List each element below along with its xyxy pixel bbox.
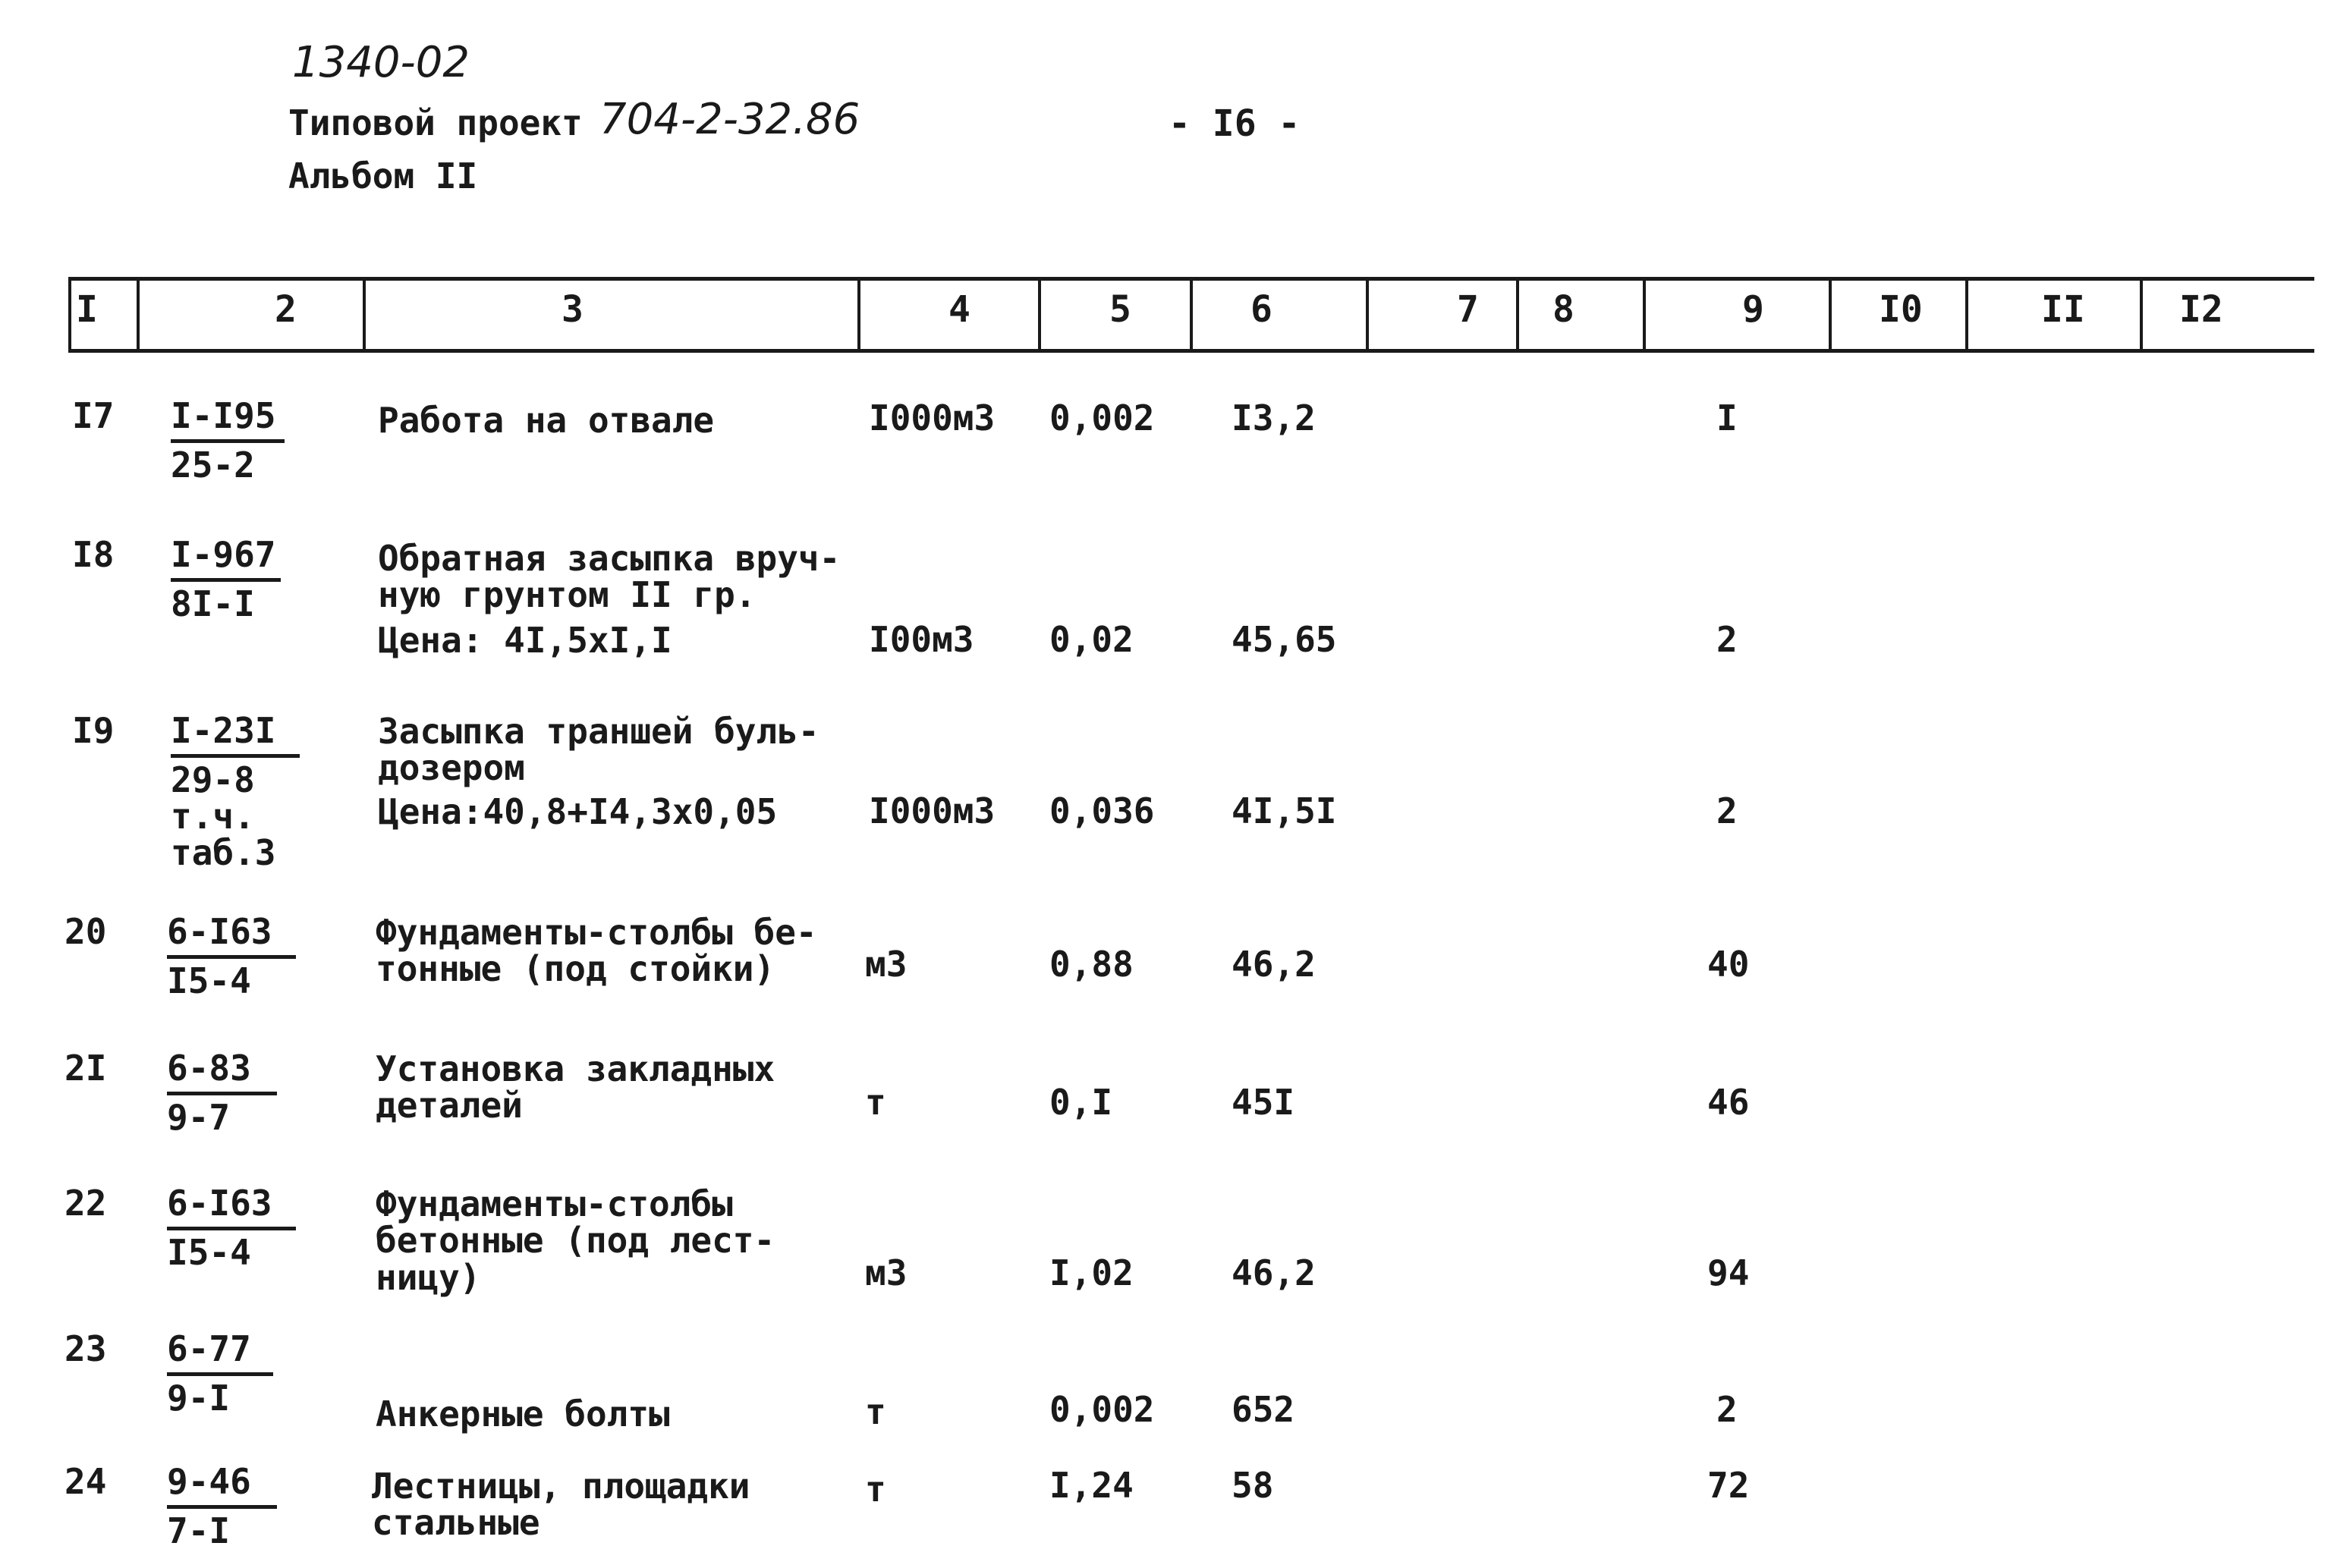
code-fraction (167, 1461, 277, 1551)
rate-cell: 58 (1232, 1465, 1274, 1506)
column-header-3: 3 (562, 288, 584, 331)
code-numerator: 6-83 (167, 1051, 277, 1095)
code-denominator: I5-4 (167, 1232, 251, 1273)
unit-cell: т (865, 1391, 886, 1432)
project-label: Типовой проект (288, 102, 583, 143)
col-separator (857, 277, 860, 353)
work-description (378, 713, 819, 787)
column-header-1: I (76, 288, 98, 331)
code-denominator: 7-I (167, 1510, 231, 1551)
page-number: - I6 - (1169, 102, 1301, 145)
row-number: 23 (64, 1328, 107, 1369)
rate-cell: 46,2 (1232, 1252, 1316, 1293)
col-separator (137, 277, 140, 353)
description-line: дозером (378, 747, 525, 789)
project-number: 704-2-32.86 (599, 95, 860, 144)
price-formula: Цена:40,8+I4,3х0,05 (378, 791, 778, 832)
description-line: Анкерные болты (376, 1394, 670, 1434)
rate-cell: I3,2 (1232, 397, 1316, 438)
col9-cell: 94 (1707, 1252, 1750, 1293)
row-number: 2I (64, 1048, 107, 1089)
description-line: ную грунтом II гр. (378, 574, 757, 616)
description-line: Лестницы, площадки (372, 1466, 750, 1507)
code-note: т.ч. (171, 796, 255, 837)
code-fraction (167, 911, 296, 1001)
column-header-2: 2 (275, 288, 297, 331)
col9-cell: 72 (1707, 1465, 1750, 1506)
code-fraction (171, 395, 285, 485)
description-line: деталей (376, 1085, 523, 1127)
col-separator (1965, 277, 1968, 353)
col9-cell: 2 (1716, 619, 1738, 660)
code-fraction (171, 534, 281, 624)
column-header-8: 8 (1552, 288, 1574, 331)
description-line: тонные (под стойки) (376, 948, 775, 990)
description-line: Фундаменты-столбы бе- (376, 912, 817, 953)
col9-cell: 40 (1707, 944, 1750, 985)
column-header-12: I2 (2179, 288, 2223, 331)
work-description (376, 1183, 775, 1298)
code-denominator: 8I-I (171, 583, 255, 624)
row-number: 20 (64, 911, 107, 952)
description-line: стальные (372, 1502, 540, 1544)
quantity-cell: I,02 (1049, 1252, 1134, 1293)
code-numerator: I-967 (171, 537, 281, 582)
description-line: Работа на отвале (378, 400, 715, 441)
code-fraction (167, 1328, 273, 1419)
column-header-9: 9 (1742, 288, 1764, 331)
description-line: бетонные (под лест- (376, 1220, 775, 1262)
work-description (378, 540, 840, 614)
code-denominator: 29-8 (171, 759, 255, 800)
description-line: Фундаменты-столбы (376, 1183, 733, 1224)
code-denominator: 9-I (167, 1378, 231, 1419)
album-label: Альбом II (288, 156, 478, 196)
rate-cell: 45I (1232, 1082, 1295, 1123)
col-separator (363, 277, 366, 353)
rate-cell: 46,2 (1232, 944, 1316, 985)
row-number: I8 (72, 534, 115, 575)
description-line: Установка закладных (376, 1048, 775, 1089)
work-description (378, 400, 715, 441)
col9-cell: 2 (1716, 790, 1738, 831)
work-description (376, 1396, 670, 1432)
column-header-5: 5 (1109, 288, 1131, 331)
quantity-cell: I,24 (1049, 1465, 1134, 1506)
rate-cell: 652 (1232, 1389, 1295, 1430)
col-separator (2140, 277, 2143, 353)
col-separator (1190, 277, 1193, 353)
work-description (376, 914, 817, 988)
code-fraction (171, 710, 300, 873)
code-numerator: 6-I63 (167, 914, 296, 959)
column-header-6: 6 (1250, 288, 1272, 331)
unit-cell: т (865, 1469, 886, 1510)
unit-cell: I000м3 (869, 790, 996, 831)
document-stamp: 1340-02 (292, 38, 470, 87)
unit-cell: т (865, 1082, 886, 1123)
code-denominator: 9-7 (167, 1097, 231, 1138)
description-line: Обратная засыпка вруч- (378, 538, 841, 579)
col9-cell: 46 (1707, 1082, 1750, 1123)
column-header-7: 7 (1457, 288, 1479, 331)
col9-cell: 2 (1716, 1389, 1738, 1430)
work-description (372, 1466, 750, 1544)
col-separator (68, 277, 71, 353)
code-fraction (167, 1183, 296, 1273)
quantity-cell: 0,002 (1049, 1389, 1155, 1430)
description-line: ницу) (376, 1256, 481, 1298)
row-number: I9 (72, 710, 115, 751)
unit-cell: м3 (865, 1252, 908, 1293)
row-number: 24 (64, 1461, 107, 1502)
code-numerator: I-23I (171, 713, 300, 758)
row-number: I7 (72, 395, 115, 436)
unit-cell: I00м3 (869, 619, 974, 660)
col-separator (1829, 277, 1832, 353)
quantity-cell: 0,88 (1049, 944, 1134, 985)
work-description (376, 1048, 775, 1127)
quantity-cell: 0,02 (1049, 619, 1134, 660)
column-header-4: 4 (948, 288, 970, 331)
col-separator (1038, 277, 1041, 353)
column-header-11: II (2041, 288, 2085, 331)
code-denominator: 25-2 (171, 445, 255, 485)
quantity-cell: 0,I (1049, 1082, 1113, 1123)
description-line: Засыпка траншей буль- (378, 711, 819, 752)
col-separator (1516, 277, 1519, 353)
code-numerator: 6-I63 (167, 1186, 296, 1230)
rate-cell: 45,65 (1232, 619, 1337, 660)
unit-cell: I000м3 (869, 397, 996, 438)
code-numerator: 9-46 (167, 1464, 277, 1509)
code-denominator: I5-4 (167, 960, 251, 1001)
code-numerator: 6-77 (167, 1331, 273, 1376)
row-number: 22 (64, 1183, 107, 1224)
unit-cell: м3 (865, 944, 908, 985)
col-separator (1366, 277, 1369, 353)
code-fraction (167, 1048, 277, 1138)
price-formula: Цена: 4I,5хI,I (378, 620, 672, 661)
code-note: таб.3 (171, 832, 276, 873)
quantity-cell: 0,002 (1049, 397, 1155, 438)
rate-cell: 4I,5I (1232, 790, 1337, 831)
code-numerator: I-I95 (171, 398, 285, 443)
col-separator (1643, 277, 1646, 353)
column-header-10: I0 (1879, 288, 1923, 331)
col9-cell: I (1716, 397, 1738, 438)
quantity-cell: 0,036 (1049, 790, 1155, 831)
